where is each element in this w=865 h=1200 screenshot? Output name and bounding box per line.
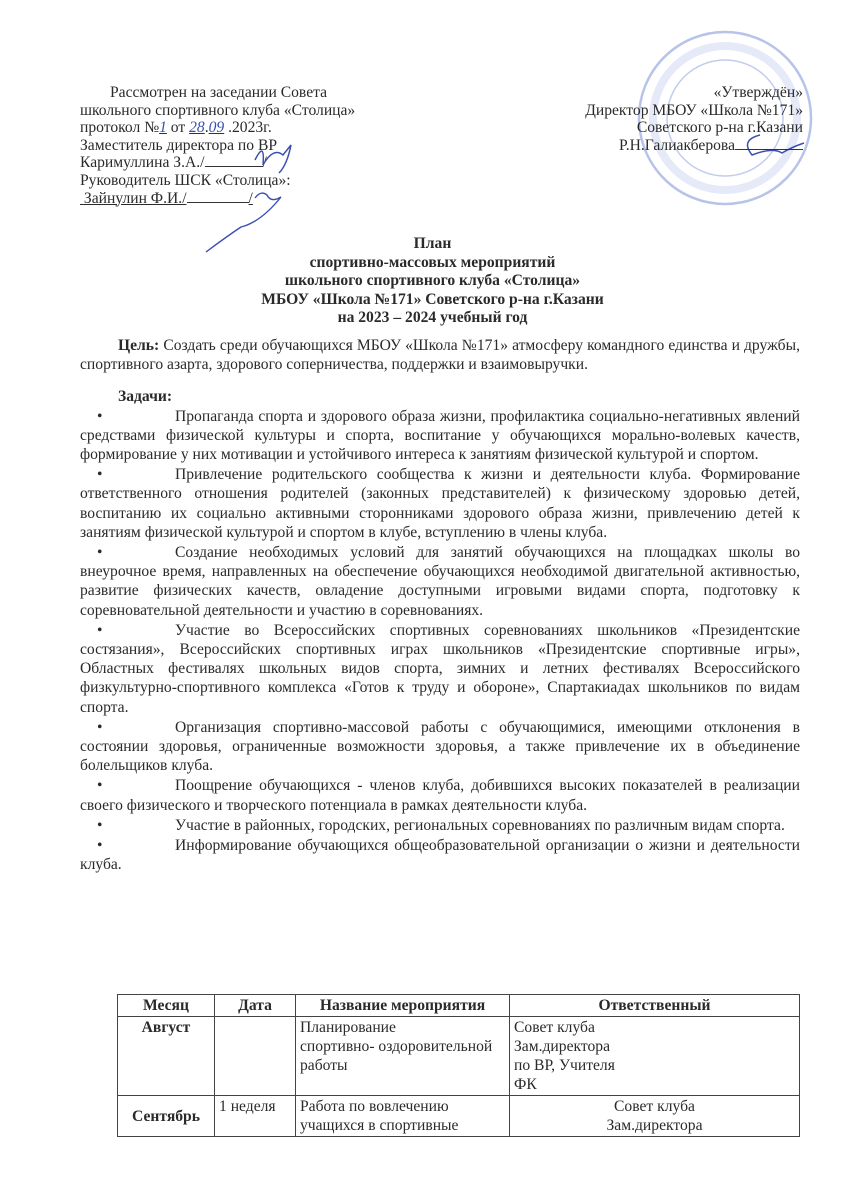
task-text: Участие во Всероссийских спортивных соревнованиях школьников «Президентские состязания», Всероссийских спортивных играх школьников «Президентские спортивные игры», Областных фестивалях школьных видов спорта, зимних и летних фестивалях Всероссийского физкультурно-спортивного комплекса «Готов к труду и обороне», Спартакиадах школьников по видам спорта. [80,621,800,716]
title-line: на 2023 – 2024 учебный год [337,309,528,326]
event-line: Планирование [300,1019,396,1036]
signer-name: Зайнулин Ф.И./ [83,189,187,207]
signature-line: Зайнулин Ф.И./ / [83,189,253,207]
tasks-label: Задачи: [118,388,173,406]
task-item: • Привлечение родительского сообщества к жизни и деятельности клуба. Формирование ответственного отношения родителей (законных представителей) к физическому здоровью детей, воспитанию их социально активными сторонниками здорового образа жизни, привлечению детей к занятиям физической культурой и спортом в клубе, вступлению в члены клуба. [80,466,800,541]
event-line: учащихся в спортивные [300,1117,459,1134]
task-item: • Поощрение обучающихся - членов клуба, добившихся высоких показателей в реализации своего физического и творческого потенциала в рамках деятельности клуба. [80,777,800,814]
responsible-line: Совет клуба [514,1019,595,1036]
task-item: • Организация спортивно-массовой работы с обучающимися, имеющими отклонения в состоянии здоровья, ограниченные возможности здоровья, а также привлечение их в объединение болельщиков клуба. [80,718,800,775]
signer-name: Каримуллина З.А./ [80,154,205,172]
goal-paragraph [80,336,800,374]
director-name: Р.Н.Галиакберова [618,136,735,154]
responsible-line: Совет клуба [614,1098,695,1115]
task-text: Создание необходимых условий для занятий обучающихся на площадках школы во внеурочное время, направленных на обеспечение обучающихся необходимой двигательной активностью, развитие физических качеств, овладение доступными игровыми видами спорта, подготовку к соревновательной деятельности и участию в соревнованиях. [80,544,800,619]
responsible-cell [510,1096,800,1137]
document-body [80,336,800,875]
event-line: Работа по вовлечению [300,1098,449,1115]
protocol-day: 28 [189,119,205,137]
protocol-year: .2023г. [228,119,272,137]
header-right-line: Советского р-на г.Казани [636,119,803,137]
task-text: Организация спортивно-массовой работы с обучающимися, имеющими отклонения в состоянии здоровья, ограниченные возможности здоровья, а также привлечение их в объединение болельщиков клуба. [80,718,800,775]
document-title [0,235,865,328]
task-text: Пропаганда спорта и здорового образа жизни, профилактика социально-негативных явлений средствами физической культуры и спорта, воспитание у обучающихся морально-волевых качеств, формирование у них мотивации и устойчивого интереса к занятиям физической культурой и спортом. [80,407,800,464]
header-right-line: «Утверждён» [713,84,803,101]
task-text: Поощрение обучающихся - членов клуба, добившихся высоких показателей в реализации своего физического и творческого потенциала в рамках деятельности клуба. [80,777,800,814]
protocol-number: 1 [159,119,167,137]
protocol-line: протокол №1 от 28.09 .2023г. [80,119,272,137]
task-item: • Участие в районных, городских, региональных соревнованиях по различным видам спорта. [97,816,785,834]
task-item: • Информирование обучающихся общеобразовательной организации о жизни и деятельности клуба. [80,837,800,874]
responsible-line: по ВР, Учителя [514,1057,615,1074]
task-text: Привлечение родительского сообщества к жизни и деятельности клуба. Формирование ответственного отношения родителей (законных представителей) к физическому здоровью детей, воспитанию их социально активными сторонниками здорового образа жизни, привлечению детей к занятиям физической культурой и спортом в клубе, вступлению в члены клуба. [80,466,800,541]
responsible-cell [510,1017,800,1096]
header-right-line: Директор МБОУ «Школа №171» [585,101,803,119]
events-table [117,994,800,1137]
date-cell: 1 неделя [215,1096,296,1137]
table-row [118,1096,800,1137]
month-cell: Сентябрь [118,1096,215,1137]
column-header: Месяц [118,995,215,1017]
protocol-month: 09 [208,119,225,137]
month-cell: Август [118,1017,215,1096]
task-text: Информирование обучающихся общеобразовательной организации о жизни и деятельности клуба. [80,837,800,874]
from-label: от [170,119,186,137]
table-row [118,1017,800,1096]
table-header-row [118,995,800,1017]
title-line: План [413,235,452,252]
responsible-line: ФК [514,1076,537,1093]
approval-block-right [585,84,803,154]
event-cell [296,1096,510,1137]
task-item: • Участие во Всероссийских спортивных соревнованиях школьников «Президентские состязания», Всероссийских спортивных играх школьников «Президентские спортивные игры», Областных фестивалях школьных видов спорта, зимних и летних фестивалях Всероссийского физкультурно-спортивного комплекса «Готов к труду и обороне», Спартакиадах школьников по видам спорта. [80,621,800,716]
column-header: Дата [215,995,296,1017]
signature-line: Каримуллина З.А./ / [80,154,267,172]
goal-text: Создать среди обучающихся МБОУ «Школа №171» атмосферу командного единства и дружбы, спортивного азарта, здорового соперничества, поддержки и взаимовыручки. [80,337,800,374]
title-line: МБОУ «Школа №171» Советского р-на г.Казани [261,290,604,308]
header-left-line: Руководитель ШСК «Столица»: [80,171,291,189]
header-left-line: Рассмотрен на заседании Совета [110,84,328,101]
event-cell [296,1017,510,1096]
date-cell [215,1017,296,1096]
title-line: школьного спортивного клуба «Столица» [284,272,581,289]
task-text: Участие в районных, городских, региональных соревнованиях по различным видам спорта. [175,816,785,834]
task-item: • Создание необходимых условий для занятий обучающихся на площадках школы во внеурочное время, направленных на обеспечение обучающихся необходимой двигательной активностью, развитие физических качеств, овладение доступными игровыми видами спорта, подготовку к соревновательной деятельности и участию в соревнованиях. [80,544,800,619]
column-header: Ответственный [510,995,800,1017]
task-item: • Пропаганда спорта и здорового образа жизни, профилактика социально-негативных явлений средствами физической культуры и спорта, воспитание у обучающихся морально-волевых качеств, формирование у них мотивации и устойчивого интереса к занятиям физической культурой и спортом. [80,407,800,464]
director-signature-line [585,137,803,155]
header-left-line: Заместитель директора по ВР [80,136,278,154]
protocol-label: протокол № [80,119,160,137]
event-line: спортивно- оздоровительной работы [300,1038,493,1074]
responsible-line: Зам.директора [606,1117,703,1134]
responsible-line: Зам.директора [514,1038,610,1055]
title-line: спортивно-массовых мероприятий [309,253,556,271]
column-header: Название мероприятия [296,995,510,1017]
goal-label: Цель: [118,337,160,354]
header-left-line: школьного спортивного клуба «Столица» [80,101,356,119]
